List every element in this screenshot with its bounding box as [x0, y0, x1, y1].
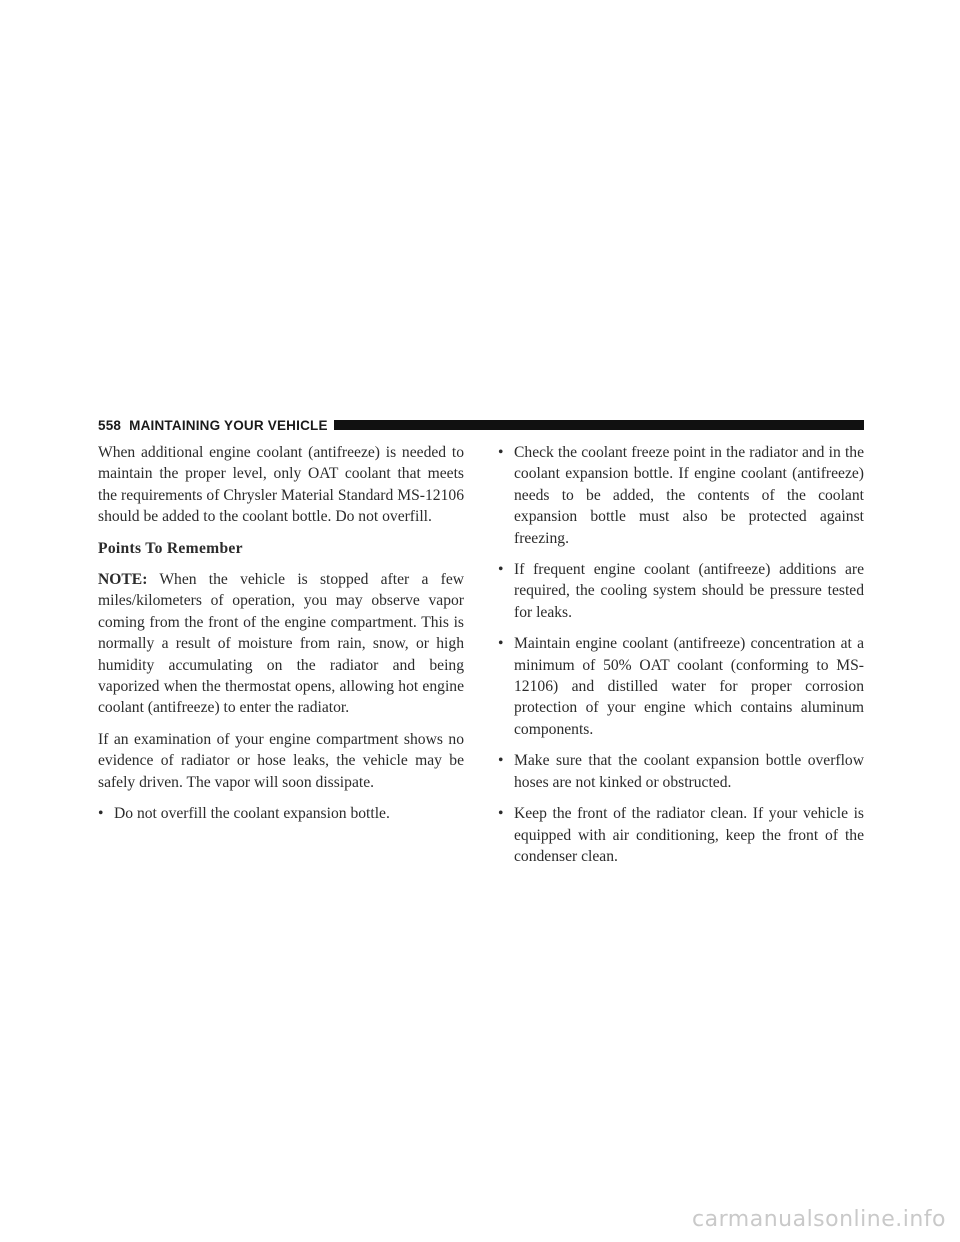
list-item-text: Make sure that the coolant expansion bottle overflow hoses are not kinked or obstructed. [514, 752, 864, 791]
header-rule [334, 420, 864, 430]
bullet-icon: • [498, 561, 504, 579]
list-item-text: Maintain engine coolant (antifreeze) concentration at a minimum of 50% OAT coolant (conforming to MS-12106) and distilled water for proper corrosion protection of your engine which contains aluminum components. [514, 635, 864, 738]
list-item [498, 559, 864, 623]
section-heading: Points To Remember [98, 539, 243, 557]
list-item-text: Check the coolant freeze point in the radiator and in the coolant expansion bottle. If engine coolant (antifreeze) needs to be added, the contents of the coolant expansion bottle must also be protected against freezing. [514, 444, 864, 547]
note-label: NOTE: [98, 571, 148, 589]
right-column [498, 442, 864, 877]
section-title: MAINTAINING YOUR VEHICLE [129, 417, 328, 433]
intro-paragraph: When additional engine coolant (antifreeze) is needed to maintain the proper level, only OAT coolant that meets the requirements of Chrysler Material Standard MS-12106 should be added to the coolant bottle. Do not overfill. [98, 444, 464, 526]
list-item-text: If frequent engine coolant (antifreeze) additions are required, the cooling system should be pressure tested for leaks. [514, 561, 864, 621]
list-item [498, 442, 864, 549]
list-item-text: Do not overfill the coolant expansion bottle. [114, 805, 390, 823]
bullet-icon: • [498, 444, 504, 461]
bullet-icon: • [498, 752, 504, 770]
watermark: carmanualsonline.info [692, 1207, 946, 1232]
list-item [498, 633, 864, 740]
page-number: 558 [98, 417, 122, 433]
note-paragraph [98, 569, 464, 719]
list-item [498, 803, 864, 867]
list-item [498, 750, 864, 793]
left-column [98, 442, 464, 835]
note-text: When the vehicle is stopped after a few miles/kilometers of operation, you may observe vapor coming from the front of the engine compartment. This is normally a result of moisture from rain, snow, or high humidity accumulating on the radiator and being vaporized when the thermostat opens, allowing hot engine coolant (antifreeze) to enter the radiator. [98, 571, 464, 717]
list-item [98, 803, 464, 824]
page-header [98, 416, 864, 434]
bullet-icon: • [498, 805, 504, 823]
bullet-icon: • [498, 635, 504, 653]
bullet-icon: • [98, 805, 104, 823]
examination-paragraph: If an examination of your engine compartment shows no evidence of radiator or hose leaks, the vehicle may be safely driven. The vapor will soon dissipate. [98, 730, 464, 791]
list-item-text: Keep the front of the radiator clean. If your vehicle is equipped with air conditioning, keep the front of the condenser clean. [514, 805, 864, 865]
